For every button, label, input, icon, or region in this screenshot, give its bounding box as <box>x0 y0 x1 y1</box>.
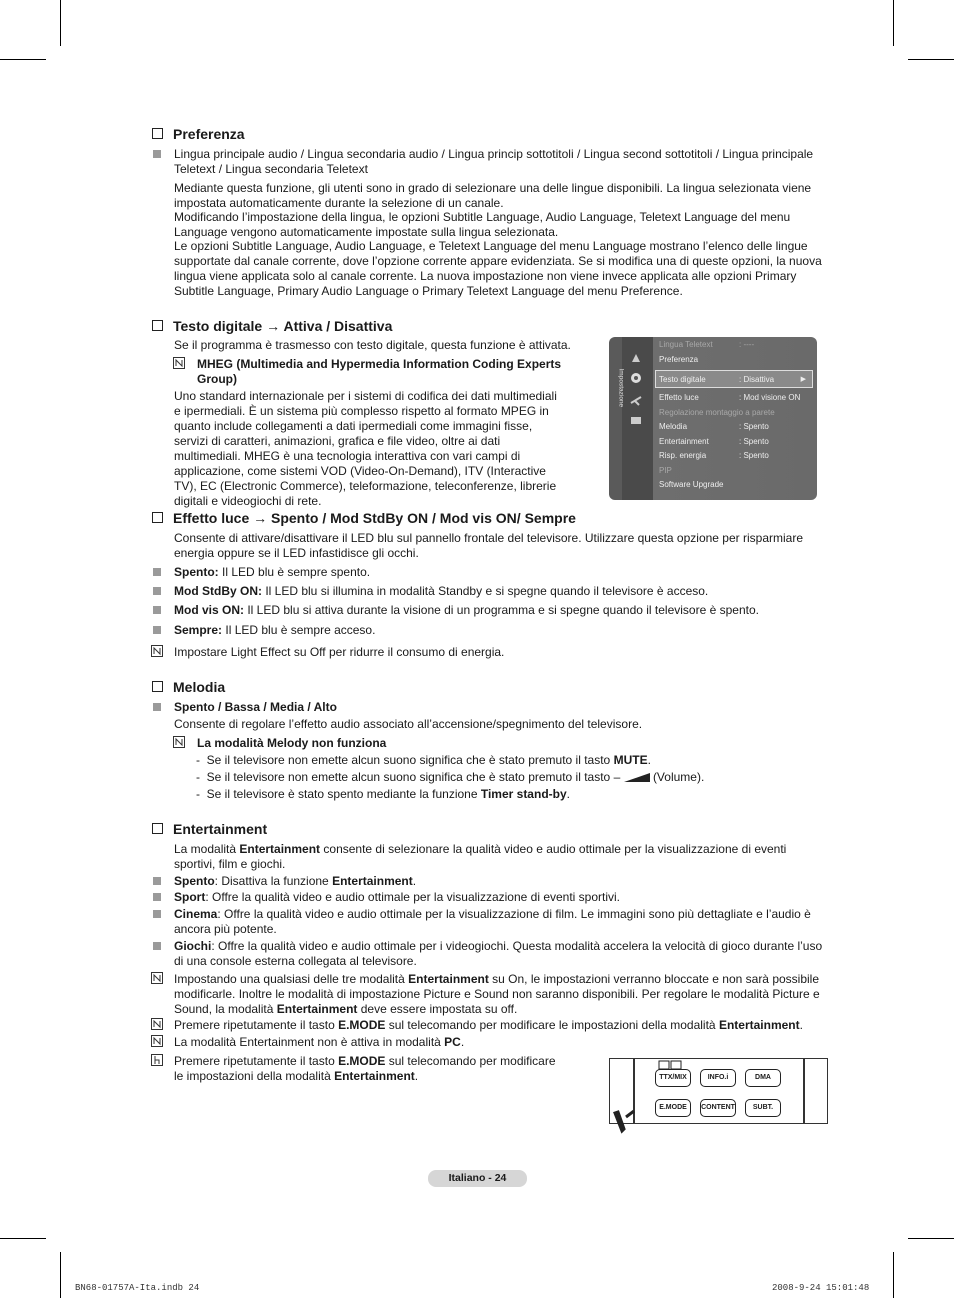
dma-button[interactable]: DMA <box>745 1069 781 1087</box>
effetto-item <box>174 565 826 580</box>
note-icon <box>173 357 185 369</box>
crop-mark <box>908 1238 954 1239</box>
item-label: Mod StdBy ON: <box>174 584 262 598</box>
item-text: : Offre la qualità video e audio ottimale per i videogiochi. Questa modalità accelera la velocità di gioco durante l’uso di una console esterna collegata al televisore. <box>174 939 823 968</box>
osd-row-label: Melodia <box>659 422 688 431</box>
checkbox-icon <box>152 128 163 139</box>
melodia-note: La modalità Melody non funziona <box>197 736 387 750</box>
testo-para: Uno standard internazionale per i sistemi di codifica dei dati multimediali e ipermediali. È un sistema più complesso rispetto al formato MPEG in quanto include collegamenti a dati ipermediali come immagini fisse, servizi di caratteri, animazioni, grafica e file video, oltre ai dati multimediali. MHEG è una tecnologia interattiva con vari campi di applicazione, come sistemi VOD (Video-On-Demand), ITV (Interactive TV), EC (Electronic Commerce), teleformazione, teleconferenze, librerie digitali e videogiochi di rete. <box>174 389 557 508</box>
ttx-mix-button[interactable]: TTX/MIX <box>655 1069 691 1087</box>
crop-mark <box>893 1252 894 1298</box>
effetto-note: Impostare Light Effect su Off per ridurre il consumo di energia. <box>174 645 505 659</box>
crop-mark <box>60 0 61 46</box>
text: sul telecomando per modificare le impostazioni della modalità <box>385 1018 719 1032</box>
date-label: 2008-9-24 15:01:48 <box>772 1283 870 1293</box>
osd-row[interactable] <box>659 451 814 461</box>
osd-row-value: : ---- <box>739 340 755 349</box>
note-icon <box>151 1035 163 1047</box>
crop-mark <box>60 1252 61 1298</box>
section-heading-preferenza <box>152 126 245 143</box>
text: deve essere impostata su off. <box>357 1002 518 1016</box>
remote-hint-icon <box>151 1054 163 1066</box>
effetto-item <box>174 584 826 599</box>
note-icon <box>151 1018 163 1030</box>
item-label: Mod vis ON: <box>174 603 245 617</box>
entertainment-item <box>174 907 826 937</box>
text-bold: Entertainment <box>408 972 489 986</box>
mute-key: MUTE <box>613 753 648 767</box>
text-bold: Entertainment <box>334 1069 415 1083</box>
antenna-icon <box>629 393 643 407</box>
crop-mark <box>0 1238 46 1239</box>
osd-row-label: Effetto luce <box>659 393 699 402</box>
emode-button[interactable]: E.MODE <box>655 1099 691 1117</box>
item-label: Sport <box>174 890 206 904</box>
entertainment-note: La modalità Entertainment non è attiva in modalità PC. <box>174 1035 465 1049</box>
section-heading-effetto <box>152 510 576 527</box>
text-bold: Entertainment <box>718 1018 800 1032</box>
bullet-icon <box>153 150 161 158</box>
bullet-icon <box>153 877 161 885</box>
item-label: Cinema <box>174 907 218 921</box>
osd-row[interactable] <box>659 340 814 350</box>
osd-row[interactable] <box>659 480 814 490</box>
text-bold: Entertainment <box>276 1002 358 1016</box>
osd-row-value: : Spento <box>739 437 769 446</box>
dash-text: Se il televisore non emette alcun suono significa che è stato premuto il tasto <box>206 753 614 767</box>
remote-edge <box>803 1059 805 1123</box>
item-text: : Disattiva la funzione <box>214 874 333 888</box>
melodia-options: Spento / Bassa / Media / Alto <box>174 700 337 714</box>
preferenza-options: Lingua principale audio / Lingua secondaria audio / Lingua princip sottotitoli / Lingua second sottotitoli / Lingua principale Teletext / Lingua secondaria Teletext <box>174 147 814 176</box>
testo-intro: Se il programma è trasmesso con testo digitale, questa funzione è attivata. <box>174 338 571 352</box>
melodia-intro: Consente di regolare l’effetto audio associato all’accensione/spegnimento del televisore. <box>174 717 643 731</box>
volume-icon <box>624 773 650 782</box>
bullet-icon <box>153 942 161 950</box>
info-button[interactable]: INFO.i <box>700 1069 736 1087</box>
timer-key: Timer stand-by <box>480 787 567 801</box>
text: Premere ripetutamente il tasto <box>174 1018 339 1032</box>
osd-row[interactable] <box>659 393 814 403</box>
osd-row-label: Lingua Teletext <box>659 340 713 349</box>
gear-icon <box>629 371 643 385</box>
file-label: BN68-01757A-Ita.indb 24 <box>75 1283 200 1293</box>
item-text: Il LED blu è sempre spento. <box>218 565 371 579</box>
osd-row-selected[interactable] <box>655 370 813 388</box>
osd-row[interactable] <box>659 422 814 432</box>
mheg-note: MHEG (Multimedia and Hypermedia Information Coding Experts Group) <box>197 357 562 386</box>
osd-row-label: Entertainment <box>659 437 709 446</box>
text: Premere ripetutamente il tasto <box>174 1054 339 1068</box>
osd-row[interactable] <box>659 355 814 365</box>
note-icon <box>173 736 185 748</box>
osd-row-value: : Mod visione ON <box>739 393 801 402</box>
osd-row-value: : Spento <box>739 451 769 460</box>
effetto-item <box>174 623 826 638</box>
osd-row[interactable] <box>659 437 814 447</box>
osd-row-label: Preferenza <box>659 355 699 364</box>
crop-mark <box>0 59 46 60</box>
checkbox-icon <box>152 681 163 692</box>
checkbox-icon <box>152 320 163 331</box>
osd-row-label: Risp. energia <box>659 451 707 460</box>
entertainment-item: Spento: Disattiva la funzione Entertainment. <box>174 874 417 888</box>
text: La modalità Entertainment non è attiva in modalità <box>174 1035 445 1049</box>
effetto-item <box>174 603 826 618</box>
text-bold: Entertainment <box>239 842 321 856</box>
checkbox-icon <box>152 512 163 523</box>
item-text: : Offre la qualità video e audio ottimale per la visualizzazione di eventi sportivi. <box>205 890 621 904</box>
osd-row[interactable] <box>659 408 814 418</box>
crop-mark <box>893 0 894 46</box>
heading-text: Effetto luce → Spento / Mod StdBy ON / Mod vis ON/ Sempre <box>173 510 576 526</box>
pointer-icon <box>612 1109 638 1135</box>
text: consente di selezionare la qualità video e audio ottimale per la visualizzazione di eventi sportivi, film e giochi. <box>174 842 787 871</box>
dash-text: (Volume). <box>652 770 705 784</box>
bullet-icon <box>153 893 161 901</box>
heading-text: Preferenza <box>173 126 245 142</box>
preferenza-para-3: Le opzioni Subtitle Language, Audio Language, e Teletext Language del menu Language mostrano l’elenco delle lingue supportate dal canale corrente, dove l’opzione corrente appare evidenziata. Se si modifica una di queste opzioni, la nuova lingua viene applicata solo al canale corrente. La nuova impostazione non viene invece applicata alle opzioni Primary Subtitle Language, Primary Audio Language o Primary Teletext Language del menu Preference. <box>174 239 822 298</box>
section-heading-testo <box>152 318 392 335</box>
text: La modalità <box>174 842 240 856</box>
bullet-icon <box>153 606 161 614</box>
item-label: Spento <box>174 874 215 888</box>
item-text: : Offre la qualità video e audio ottimale per la visualizzazione di film. Le immagini sono più dettagliate e l’audio è ancora più potente. <box>174 907 811 936</box>
note-icon <box>151 645 163 657</box>
entertainment-item <box>174 890 826 905</box>
dash-item: - Se il televisore non emette alcun suono significa che è stato premuto il tasto – (Volume). <box>196 770 705 784</box>
osd-row-label: Testo digitale <box>659 375 706 384</box>
heading-text: Entertainment <box>173 821 268 837</box>
osd-row-value: : Spento <box>739 422 769 431</box>
dash-text: Se il televisore è stato spento mediante la funzione <box>206 787 481 801</box>
item-label: Spento: <box>174 565 219 579</box>
text: sul telecomando per modificare le impostazioni della modalità <box>174 1054 556 1083</box>
dash-item: - Se il televisore non emette alcun suono significa che è stato premuto il tasto MUTE. <box>196 753 651 767</box>
item-label: Giochi <box>174 939 212 953</box>
arrow-right-icon: ▶ <box>800 376 806 383</box>
crop-mark <box>908 59 954 60</box>
item-bold: Entertainment <box>332 874 413 888</box>
heading-text: Melodia <box>173 679 226 695</box>
bullet-icon <box>153 568 161 576</box>
osd-side-label: Impostazione <box>617 368 625 408</box>
picture-icon <box>629 351 643 365</box>
preferenza-para-2: Modificando l’impostazione della lingua, le opzioni Subtitle Language, Audio Language, Teletext Language del menu Language vengono automaticamente impostate sulla lingua selezionata. <box>174 210 791 239</box>
input-icon <box>629 413 643 427</box>
osd-row-label: PIP <box>659 466 672 475</box>
entertainment-note <box>174 972 826 1017</box>
bullet-icon <box>153 703 161 711</box>
osd-row-label: Software Upgrade <box>659 480 724 489</box>
dash-text: Se il televisore non emette alcun suono significa che è stato premuto il tasto – <box>206 770 621 784</box>
entertainment-note: Premere ripetutamente il tasto E.MODE sul telecomando per modificare le impostazioni della modalità Entertainment. <box>174 1018 803 1032</box>
section-heading-melodia <box>152 679 225 696</box>
effetto-intro: Consente di attivare/disattivare il LED blu sul pannello frontale del televisore. Utilizzare questa opzione per risparmiare energia oppure se il LED infastidisce gli occhi. <box>174 531 803 560</box>
content-button[interactable]: CONTENT <box>700 1099 736 1117</box>
note-icon <box>151 972 163 984</box>
entertainment-intro <box>174 842 819 872</box>
text: Impostando una qualsiasi delle tre modalità <box>174 972 409 986</box>
bullet-icon <box>153 626 161 634</box>
bullet-icon <box>153 910 161 918</box>
remote-figure <box>609 1058 828 1124</box>
text: su On, le impostazioni verranno bloccate e non sarà possibile modificarle. Inoltre le modalità di impostazione Picture e Sound non saranno disponibili. Per regolare le modalità Picture e Sound, la modalità <box>174 972 820 1016</box>
page-number-badge: Italiano - 24 <box>428 1170 527 1187</box>
heading-text: Testo digitale → Attiva / Disattiva <box>173 318 393 334</box>
section-heading-entertainment <box>152 821 267 838</box>
item-label: Sempre: <box>174 623 223 637</box>
osd-row-label: Regolazione montaggio a parete <box>659 408 775 417</box>
entertainment-item <box>174 939 826 969</box>
bullet-icon <box>153 587 161 595</box>
osd-menu <box>609 337 817 500</box>
dash-item: - Se il televisore è stato spento mediante la funzione Timer stand-by. <box>196 787 570 801</box>
item-text: Il LED blu si illumina in modalità Standby e si spegne quando il televisore è acceso. <box>262 584 709 598</box>
subt-button[interactable]: SUBT. <box>745 1099 781 1117</box>
item-text: Il LED blu si attiva durante la visione di un programma e si spegne quando il televisore è spento. <box>244 603 759 617</box>
osd-row-value: : Disattiva <box>739 375 775 384</box>
text-bold: E.MODE <box>338 1018 386 1032</box>
osd-row[interactable] <box>659 466 814 476</box>
item-text: Il LED blu è sempre acceso. <box>222 623 376 637</box>
text-bold: E.MODE <box>338 1054 386 1068</box>
checkbox-icon <box>152 823 163 834</box>
entertainment-note: Premere ripetutamente il tasto E.MODE sul telecomando per modificare le impostazioni della modalità Entertainment. <box>174 1054 556 1083</box>
text-bold: PC <box>444 1035 461 1049</box>
preferenza-para: Mediante questa funzione, gli utenti sono in grado di selezionare una delle lingue disponibili. La lingua selezionata viene impostata automaticamente durante la selezione di un canale. <box>174 181 812 210</box>
